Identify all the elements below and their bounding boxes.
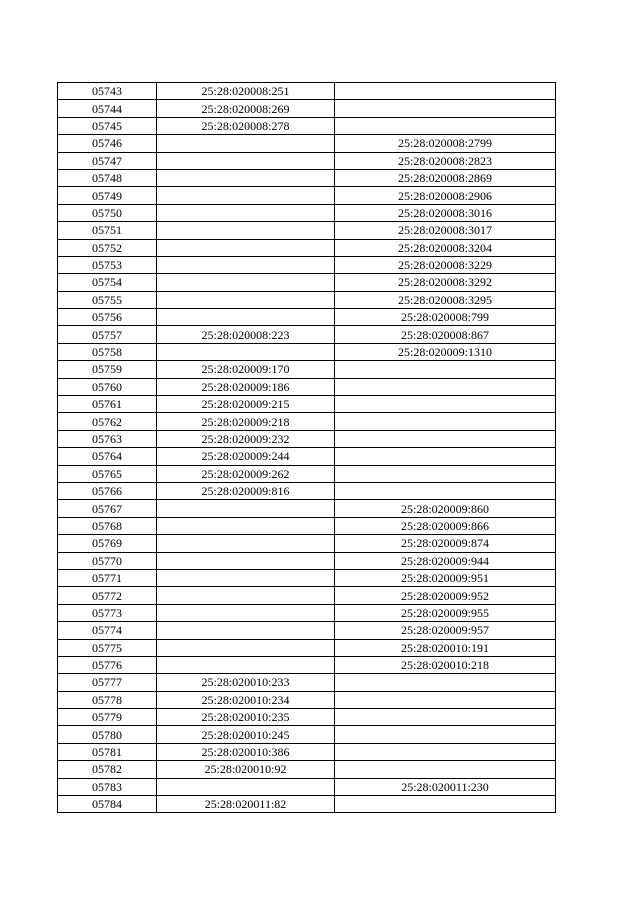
cadastral-number-cell (157, 274, 335, 291)
table-row (58, 309, 556, 326)
secondary-cadastral-number-cell: 25:28:020009:874 (335, 535, 556, 552)
row-number-cell: 05760 (58, 378, 157, 395)
table-row (58, 117, 556, 134)
row-number-cell: 05755 (58, 291, 157, 308)
row-number-cell: 05773 (58, 604, 157, 621)
table-row (58, 204, 556, 221)
cadastral-number-cell (157, 309, 335, 326)
row-number-cell: 05756 (58, 309, 157, 326)
secondary-cadastral-number-cell: 25:28:020008:3292 (335, 274, 556, 291)
row-number-cell: 05749 (58, 187, 157, 204)
secondary-cadastral-number-cell: 25:28:020008:2799 (335, 135, 556, 152)
secondary-cadastral-number-cell (335, 413, 556, 430)
row-number-cell: 05777 (58, 674, 157, 691)
secondary-cadastral-number-cell: 25:28:020009:866 (335, 517, 556, 534)
table-row (58, 552, 556, 569)
cadastral-number-cell: 25:28:020008:223 (157, 326, 335, 343)
cadastral-number-cell (157, 169, 335, 186)
secondary-cadastral-number-cell: 25:28:020008:3016 (335, 204, 556, 221)
table-row (58, 448, 556, 465)
cadastral-number-cell (157, 291, 335, 308)
table-row (58, 674, 556, 691)
row-number-cell: 05750 (58, 204, 157, 221)
secondary-cadastral-number-cell (335, 430, 556, 447)
row-number-cell: 05774 (58, 622, 157, 639)
cadastral-number-cell (157, 656, 335, 673)
secondary-cadastral-number-cell (335, 726, 556, 743)
cadastral-number-cell (157, 569, 335, 586)
secondary-cadastral-number-cell (335, 465, 556, 482)
secondary-cadastral-number-cell: 25:28:020009:952 (335, 587, 556, 604)
row-number-cell: 05780 (58, 726, 157, 743)
secondary-cadastral-number-cell (335, 691, 556, 708)
row-number-cell: 05763 (58, 430, 157, 447)
cadastral-number-cell (157, 639, 335, 656)
cadastral-number-cell: 25:28:020010:234 (157, 691, 335, 708)
table-row (58, 622, 556, 639)
row-number-cell: 05767 (58, 500, 157, 517)
cadastral-number-cell: 25:28:020009:232 (157, 430, 335, 447)
table-row (58, 396, 556, 413)
secondary-cadastral-number-cell: 25:28:020008:3295 (335, 291, 556, 308)
row-number-cell: 05784 (58, 796, 157, 813)
secondary-cadastral-number-cell (335, 83, 556, 100)
row-number-cell: 05766 (58, 482, 157, 499)
table-row (58, 343, 556, 360)
row-number-cell: 05765 (58, 465, 157, 482)
row-number-cell: 05746 (58, 135, 157, 152)
secondary-cadastral-number-cell: 25:28:020008:3204 (335, 239, 556, 256)
cadastral-table (57, 82, 556, 813)
table-row (58, 656, 556, 673)
secondary-cadastral-number-cell (335, 117, 556, 134)
cadastral-number-cell (157, 239, 335, 256)
cadastral-number-cell: 25:28:020009:218 (157, 413, 335, 430)
cadastral-number-cell: 25:28:020010:386 (157, 743, 335, 760)
row-number-cell: 05743 (58, 83, 157, 100)
table-row (58, 604, 556, 621)
table-row (58, 222, 556, 239)
cadastral-number-cell: 25:28:020009:170 (157, 361, 335, 378)
row-number-cell: 05764 (58, 448, 157, 465)
table-row (58, 482, 556, 499)
table-row (58, 535, 556, 552)
row-number-cell: 05772 (58, 587, 157, 604)
cadastral-number-cell: 25:28:020010:92 (157, 761, 335, 778)
table-row (58, 726, 556, 743)
secondary-cadastral-number-cell (335, 709, 556, 726)
table-row (58, 587, 556, 604)
row-number-cell: 05759 (58, 361, 157, 378)
secondary-cadastral-number-cell: 25:28:020010:218 (335, 656, 556, 673)
row-number-cell: 05747 (58, 152, 157, 169)
cadastral-table-body (58, 83, 556, 813)
secondary-cadastral-number-cell (335, 361, 556, 378)
cadastral-number-cell: 25:28:020010:235 (157, 709, 335, 726)
row-number-cell: 05778 (58, 691, 157, 708)
table-row (58, 691, 556, 708)
row-number-cell: 05762 (58, 413, 157, 430)
secondary-cadastral-number-cell: 25:28:020008:2869 (335, 169, 556, 186)
secondary-cadastral-number-cell (335, 482, 556, 499)
secondary-cadastral-number-cell (335, 796, 556, 813)
secondary-cadastral-number-cell (335, 100, 556, 117)
secondary-cadastral-number-cell: 25:28:020011:230 (335, 778, 556, 795)
table-row (58, 187, 556, 204)
secondary-cadastral-number-cell (335, 448, 556, 465)
secondary-cadastral-number-cell: 25:28:020009:955 (335, 604, 556, 621)
table-row (58, 709, 556, 726)
table-row (58, 743, 556, 760)
table-row (58, 639, 556, 656)
cadastral-number-cell (157, 552, 335, 569)
row-number-cell: 05783 (58, 778, 157, 795)
row-number-cell: 05771 (58, 569, 157, 586)
secondary-cadastral-number-cell: 25:28:020008:3017 (335, 222, 556, 239)
cadastral-number-cell (157, 622, 335, 639)
cadastral-number-cell (157, 152, 335, 169)
table-row (58, 778, 556, 795)
cadastral-number-cell: 25:28:020008:269 (157, 100, 335, 117)
row-number-cell: 05768 (58, 517, 157, 534)
cadastral-number-cell: 25:28:020009:186 (157, 378, 335, 395)
table-row (58, 500, 556, 517)
row-number-cell: 05753 (58, 256, 157, 273)
cadastral-number-cell: 25:28:020010:233 (157, 674, 335, 691)
table-row (58, 169, 556, 186)
row-number-cell: 05776 (58, 656, 157, 673)
table-row (58, 135, 556, 152)
cadastral-number-cell (157, 604, 335, 621)
table-row (58, 239, 556, 256)
row-number-cell: 05782 (58, 761, 157, 778)
cadastral-number-cell (157, 500, 335, 517)
table-row (58, 274, 556, 291)
table-row (58, 326, 556, 343)
cadastral-number-cell (157, 256, 335, 273)
table-row (58, 378, 556, 395)
row-number-cell: 05761 (58, 396, 157, 413)
row-number-cell: 05769 (58, 535, 157, 552)
table-row (58, 291, 556, 308)
table-row (58, 361, 556, 378)
cadastral-number-cell: 25:28:020009:244 (157, 448, 335, 465)
row-number-cell: 05751 (58, 222, 157, 239)
cadastral-number-cell: 25:28:020008:251 (157, 83, 335, 100)
row-number-cell: 05752 (58, 239, 157, 256)
cadastral-number-cell (157, 343, 335, 360)
table-row (58, 152, 556, 169)
table-row (58, 256, 556, 273)
cadastral-number-cell (157, 517, 335, 534)
table-row (58, 465, 556, 482)
secondary-cadastral-number-cell: 25:28:020008:3229 (335, 256, 556, 273)
secondary-cadastral-number-cell (335, 378, 556, 395)
cadastral-number-cell: 25:28:020009:215 (157, 396, 335, 413)
secondary-cadastral-number-cell: 25:28:020008:2823 (335, 152, 556, 169)
cadastral-number-cell: 25:28:020010:245 (157, 726, 335, 743)
cadastral-number-cell: 25:28:020008:278 (157, 117, 335, 134)
row-number-cell: 05745 (58, 117, 157, 134)
row-number-cell: 05758 (58, 343, 157, 360)
row-number-cell: 05744 (58, 100, 157, 117)
table-row (58, 83, 556, 100)
table-row (58, 796, 556, 813)
cadastral-number-cell (157, 204, 335, 221)
table-row (58, 569, 556, 586)
cadastral-number-cell: 25:28:020009:816 (157, 482, 335, 499)
secondary-cadastral-number-cell: 25:28:020008:799 (335, 309, 556, 326)
row-number-cell: 05754 (58, 274, 157, 291)
secondary-cadastral-number-cell (335, 674, 556, 691)
secondary-cadastral-number-cell: 25:28:020008:2906 (335, 187, 556, 204)
cadastral-number-cell (157, 587, 335, 604)
cadastral-number-cell (157, 222, 335, 239)
secondary-cadastral-number-cell: 25:28:020010:191 (335, 639, 556, 656)
table-row (58, 761, 556, 778)
row-number-cell: 05781 (58, 743, 157, 760)
row-number-cell: 05748 (58, 169, 157, 186)
table-row (58, 100, 556, 117)
cadastral-number-cell (157, 135, 335, 152)
row-number-cell: 05779 (58, 709, 157, 726)
secondary-cadastral-number-cell: 25:28:020009:1310 (335, 343, 556, 360)
secondary-cadastral-number-cell: 25:28:020008:867 (335, 326, 556, 343)
table-row (58, 430, 556, 447)
cadastral-number-cell: 25:28:020009:262 (157, 465, 335, 482)
table-row (58, 517, 556, 534)
row-number-cell: 05757 (58, 326, 157, 343)
cadastral-number-cell (157, 778, 335, 795)
cadastral-number-cell (157, 535, 335, 552)
secondary-cadastral-number-cell (335, 743, 556, 760)
secondary-cadastral-number-cell (335, 396, 556, 413)
row-number-cell: 05770 (58, 552, 157, 569)
row-number-cell: 05775 (58, 639, 157, 656)
secondary-cadastral-number-cell: 25:28:020009:957 (335, 622, 556, 639)
secondary-cadastral-number-cell: 25:28:020009:860 (335, 500, 556, 517)
secondary-cadastral-number-cell (335, 761, 556, 778)
cadastral-number-cell: 25:28:020011:82 (157, 796, 335, 813)
table-row (58, 413, 556, 430)
secondary-cadastral-number-cell: 25:28:020009:944 (335, 552, 556, 569)
secondary-cadastral-number-cell: 25:28:020009:951 (335, 569, 556, 586)
cadastral-number-cell (157, 187, 335, 204)
